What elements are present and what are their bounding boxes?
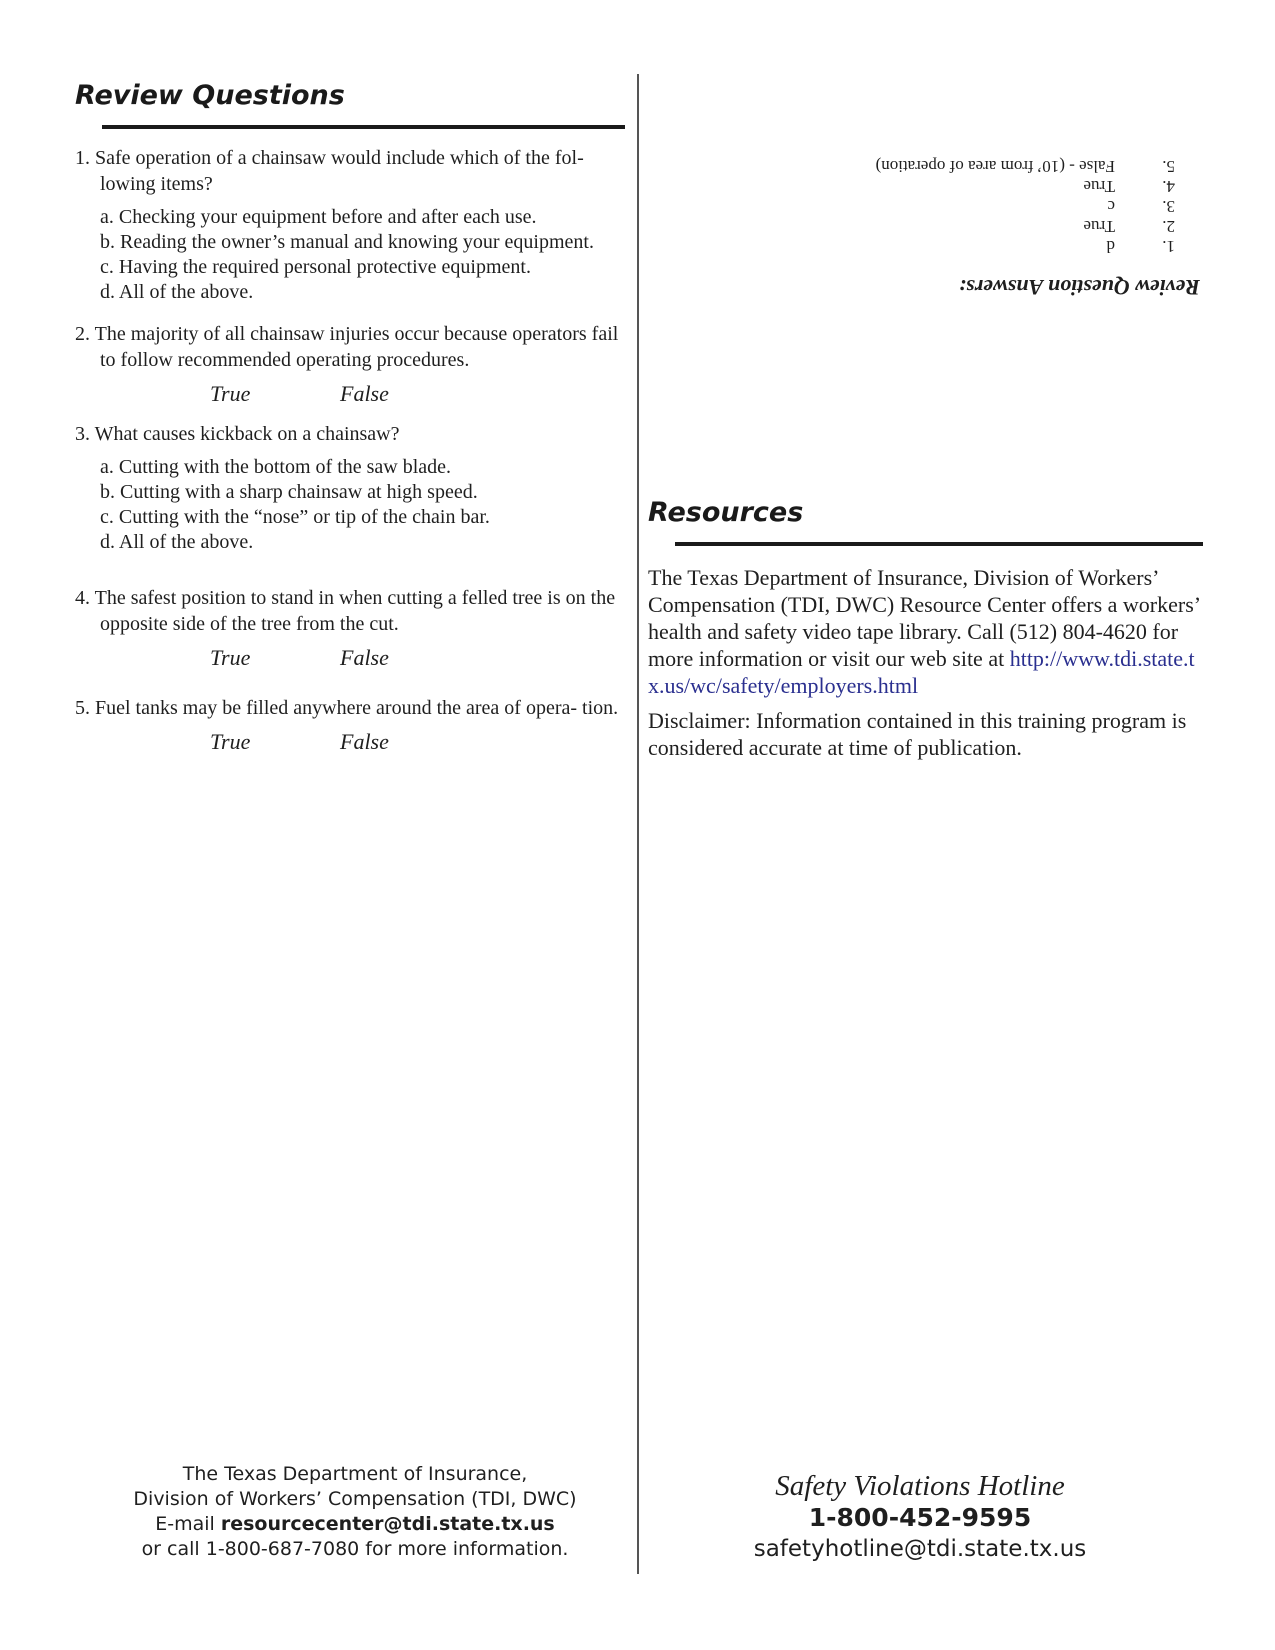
- false-option: False: [340, 381, 389, 406]
- resources-link[interactable]: http://www.tdi.state.tx.us/wc/safety/employers.html: [648, 646, 1195, 698]
- question-1-option-a: a. Checking your equipment before and after each use.: [100, 206, 537, 228]
- answer-number: 5.: [1162, 157, 1175, 176]
- resources-paragraph: [648, 564, 1203, 699]
- answer-number: 3.: [1162, 197, 1175, 216]
- hotline-phone[interactable]: 1-800-452-9595: [808, 1503, 1032, 1532]
- email-prefix: E-mail: [155, 1513, 221, 1535]
- answer-row-5: [805, 156, 1200, 176]
- review-questions-section: [75, 60, 625, 757]
- question-2: 2. The majority of all chainsaw injuries occur because operators fail to follow recommended operating procedures.: [75, 323, 619, 371]
- question-5-true-false: [75, 729, 625, 757]
- answer-number: 4.: [1162, 177, 1175, 196]
- question-3-option-b: b. Cutting with a sharp chainsaw at high speed.: [100, 481, 478, 503]
- column-divider: [637, 74, 639, 1574]
- hotline-title: Safety Violations Hotline: [775, 1470, 1065, 1502]
- footer-line-4: or call 1-800-687-7080 for more information.: [141, 1538, 569, 1560]
- tdi-contact-footer: [95, 1462, 615, 1562]
- answer-number: 2.: [1162, 217, 1175, 236]
- answer-value: d: [1106, 237, 1115, 256]
- false-option: False: [340, 645, 389, 670]
- question-3-option-c: c. Cutting with the “nose” or tip of the chain bar.: [100, 506, 490, 528]
- safety-hotline-footer: [680, 1470, 1160, 1564]
- contact-email-link[interactable]: resourcecenter@tdi.state.tx.us: [220, 1513, 555, 1535]
- answers-title: Review Question Answers:: [958, 275, 1200, 300]
- question-1-option-b: b. Reading the owner’s manual and knowing your equipment.: [100, 231, 594, 253]
- answer-row-2: [805, 216, 1200, 236]
- question-1-option-c: c. Having the required personal protective equipment.: [100, 256, 531, 278]
- question-1: 1. Safe operation of a chainsaw would include which of the fol- lowing items?: [75, 147, 584, 195]
- resources-paragraph-text: The Texas Department of Insurance, Division of Workers’ Compensation (TDI, DWC) Resource Center offers a workers’ health and safety video tape library. Call (512) 804-4620 for more information or visit our web site at: [648, 565, 1200, 671]
- question-3-option-a: a. Cutting with the bottom of the saw blade.: [100, 456, 452, 478]
- hotline-email-link[interactable]: safetyhotline@tdi.state.tx.us: [753, 1536, 1087, 1562]
- answer-value: True: [1083, 217, 1115, 236]
- answer-value: c: [1107, 197, 1115, 216]
- true-option: True: [210, 645, 251, 670]
- question-1-option-d: d. All of the above.: [100, 281, 254, 303]
- answer-value: False - (10’ from area of operation): [875, 157, 1115, 176]
- resources-title: Resources: [648, 497, 804, 528]
- answer-row-4: [805, 176, 1200, 196]
- resources-section: [648, 497, 1203, 761]
- review-answers-upside-down: [805, 130, 1200, 300]
- question-3-option-d: d. All of the above.: [100, 531, 254, 553]
- question-4: 4. The safest position to stand in when cutting a felled tree is on the opposite side of the tree from the cut.: [75, 587, 616, 635]
- footer-email-line: [95, 1512, 615, 1537]
- answer-value: True: [1083, 177, 1115, 196]
- question-5: 5. Fuel tanks may be filled anywhere around the area of opera- tion.: [75, 697, 619, 719]
- answer-row-1: [805, 236, 1200, 256]
- footer-line-2: Division of Workers’ Compensation (TDI, DWC): [133, 1488, 577, 1510]
- answer-row-3: [805, 196, 1200, 216]
- footer-line-1: The Texas Department of Insurance,: [182, 1463, 528, 1485]
- true-option: True: [210, 381, 251, 406]
- false-option: False: [340, 729, 389, 754]
- true-option: True: [210, 729, 251, 754]
- question-3: 3. What causes kickback on a chainsaw?: [75, 423, 400, 445]
- title-rule: [675, 542, 1203, 546]
- question-2-true-false: [75, 381, 625, 409]
- disclaimer: Disclaimer: Information contained in this training program is considered accurate at time of publication.: [648, 708, 1187, 760]
- review-questions-title: Review Questions: [75, 80, 345, 111]
- answer-number: 1.: [1162, 237, 1175, 256]
- question-4-true-false: [75, 645, 625, 673]
- title-rule: [102, 125, 625, 129]
